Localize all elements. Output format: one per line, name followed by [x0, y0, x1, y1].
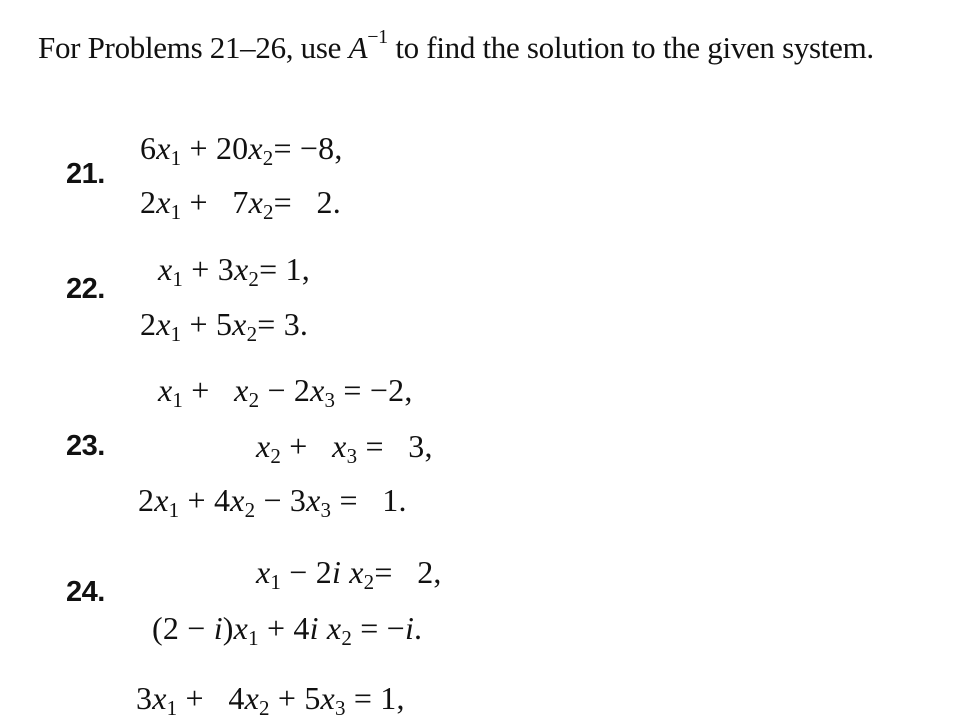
intro-text-after: to find the solution to the given system.: [387, 30, 874, 65]
matrix-symbol: A: [348, 30, 368, 65]
equation-24-line-1: $x_1 - 2i$ $x_2= 2$,: [256, 554, 442, 594]
problem-number-22: 22.: [66, 273, 105, 305]
equation-22-line-2: $2x_1 + 5x_2= 3$.: [140, 306, 309, 346]
intro-text-before: For Problems 21–26, use: [38, 30, 349, 65]
problem-number-24: 24.: [66, 576, 105, 608]
equation-23-line-1: $x_1 + x_2 - 2x_3 = -2$,: [158, 372, 413, 412]
equation-23-line-3: $2x_1 + 4x_2 - 3x_3 = 1$.: [138, 482, 407, 522]
problem-number-23: 23.: [66, 430, 105, 462]
equation-22-line-1: $x_1 + 3x_2= 1$,: [158, 251, 310, 291]
inverse-exponent: −1: [367, 25, 388, 48]
equation-21-line-1: $6x_1 + 20x_2= -8$,: [140, 130, 343, 170]
equation-23-line-2: $x_2 + x_3 = 3$,: [256, 428, 433, 468]
problem-number-21: 21.: [66, 158, 105, 190]
equation-25-line-1: $3x_1 + 4x_2 + 5x_3 = 1$,: [136, 680, 405, 720]
equation-24-line-2: $(2 - i)x_1 + 4i$ $x_2 = -i$.: [152, 610, 423, 650]
equation-21-line-2: $2x_1 + 7x_2= 2$.: [140, 184, 341, 224]
problem-instructions: [38, 26, 938, 70]
